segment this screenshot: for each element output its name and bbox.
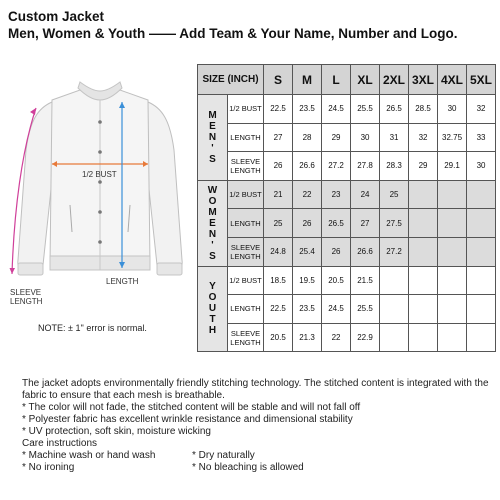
size-value-cell: 24.5 <box>322 95 351 124</box>
size-value-cell <box>409 323 438 352</box>
size-value-cell: 26.6 <box>351 237 380 266</box>
size-value-cell <box>380 266 409 295</box>
group-letter: O <box>208 292 217 304</box>
size-value-cell: 27 <box>351 209 380 238</box>
size-row-youth <box>198 323 496 352</box>
care-list <box>22 450 492 474</box>
length-label: LENGTH <box>106 277 139 286</box>
size-corner-cell: SIZE (INCH) <box>198 65 264 95</box>
size-table <box>197 64 496 352</box>
group-letter: ' <box>211 239 214 251</box>
care-item: * No bleaching is allowed <box>192 462 304 473</box>
size-table-body <box>198 95 496 352</box>
group-letter: M <box>208 109 217 121</box>
size-row-youth <box>198 295 496 324</box>
size-value-cell: 21.3 <box>293 323 322 352</box>
jacket-button <box>98 240 102 244</box>
size-value-cell <box>409 237 438 266</box>
size-value-cell: 26 <box>264 152 293 181</box>
group-letter: S <box>209 153 216 165</box>
size-value-cell: 22 <box>293 180 322 209</box>
jacket-illustration <box>0 60 200 360</box>
care-item: * No ironing <box>22 462 75 473</box>
size-value-cell: 22.9 <box>351 323 380 352</box>
size-value-cell <box>409 266 438 295</box>
size-value-cell <box>409 209 438 238</box>
size-row-womens <box>198 237 496 266</box>
group-letter: M <box>208 206 217 218</box>
size-value-cell: 22 <box>322 323 351 352</box>
size-value-cell: 29.1 <box>438 152 467 181</box>
size-value-cell: 19.5 <box>293 266 322 295</box>
size-value-cell: 25.5 <box>351 295 380 324</box>
size-value-cell: 21.5 <box>351 266 380 295</box>
size-header-xl: XL <box>351 65 380 95</box>
size-row-mens <box>198 152 496 181</box>
jacket-button <box>98 150 102 154</box>
measure-label: SLEEVE LENGTH <box>228 323 264 352</box>
bust-label: 1/2 BUST <box>82 170 117 179</box>
measure-label: LENGTH <box>228 295 264 324</box>
care-item: * Dry naturally <box>192 450 255 461</box>
size-row-mens <box>198 123 496 152</box>
size-row-womens <box>198 209 496 238</box>
group-letter: O <box>208 195 217 207</box>
size-value-cell <box>467 266 496 295</box>
size-value-cell: 30 <box>467 152 496 181</box>
size-header-4xl: 4XL <box>438 65 467 95</box>
group-letter: N <box>208 131 217 143</box>
measure-label: 1/2 BUST <box>228 180 264 209</box>
sleeve-arrow-head-bottom <box>10 268 16 274</box>
size-value-cell <box>467 295 496 324</box>
size-value-cell: 26 <box>293 209 322 238</box>
group-letter: N <box>208 228 217 240</box>
size-value-cell: 21 <box>264 180 293 209</box>
size-value-cell <box>438 295 467 324</box>
group-letter: W <box>207 184 218 196</box>
measure-label: SLEEVE LENGTH <box>228 237 264 266</box>
size-value-cell: 25.4 <box>293 237 322 266</box>
sleeve-label-line1: SLEEVE <box>10 288 42 297</box>
size-value-cell: 32 <box>467 95 496 124</box>
size-header-l: L <box>322 65 351 95</box>
size-value-cell: 22.5 <box>264 95 293 124</box>
size-value-cell: 25 <box>380 180 409 209</box>
size-value-cell: 24.8 <box>264 237 293 266</box>
size-value-cell: 32 <box>409 123 438 152</box>
size-value-cell: 20.5 <box>322 266 351 295</box>
size-value-cell: 31 <box>380 123 409 152</box>
group-letter: S <box>209 250 216 262</box>
care-title: Care instructions <box>22 438 98 449</box>
right-cuff <box>157 263 182 275</box>
size-value-cell <box>438 180 467 209</box>
measure-label: 1/2 BUST <box>228 95 264 124</box>
group-label-mens <box>198 95 228 181</box>
group-label-youth <box>198 266 228 352</box>
size-value-cell: 23 <box>322 180 351 209</box>
jacket-diagram <box>0 60 200 360</box>
left-cuff <box>18 263 43 275</box>
size-header-5xl: 5XL <box>467 65 496 95</box>
size-row-mens <box>198 95 496 124</box>
size-value-cell <box>409 180 438 209</box>
size-header-row <box>198 65 496 95</box>
size-value-cell <box>467 323 496 352</box>
size-value-cell: 22.5 <box>264 295 293 324</box>
group-letter: ' <box>211 142 214 154</box>
size-value-cell <box>380 295 409 324</box>
size-value-cell: 26.5 <box>380 95 409 124</box>
size-row-womens <box>198 180 496 209</box>
size-value-cell: 24.5 <box>322 295 351 324</box>
size-value-cell: 20.5 <box>264 323 293 352</box>
size-value-cell: 28.5 <box>409 95 438 124</box>
size-header-s: S <box>264 65 293 95</box>
size-value-cell: 29 <box>409 152 438 181</box>
product-description <box>22 378 492 474</box>
right-sleeve <box>148 102 182 274</box>
description-bullet: * The color will not fade, the stitched content will be stable and will not fall off <box>22 402 361 413</box>
size-value-cell <box>380 323 409 352</box>
group-letter: E <box>209 120 216 132</box>
size-value-cell: 30 <box>351 123 380 152</box>
size-value-cell: 26 <box>322 237 351 266</box>
group-label-womens <box>198 180 228 266</box>
size-row-youth <box>198 266 496 295</box>
size-value-cell: 28 <box>293 123 322 152</box>
size-value-cell <box>409 295 438 324</box>
size-value-cell: 28.3 <box>380 152 409 181</box>
size-value-cell <box>438 237 467 266</box>
size-value-cell <box>438 209 467 238</box>
size-header-m: M <box>293 65 322 95</box>
size-value-cell: 24 <box>351 180 380 209</box>
size-header-2xl: 2XL <box>380 65 409 95</box>
size-value-cell <box>438 323 467 352</box>
size-value-cell: 25.5 <box>351 95 380 124</box>
size-value-cell: 27.8 <box>351 152 380 181</box>
group-letter: Y <box>209 281 216 293</box>
size-value-cell: 26.5 <box>322 209 351 238</box>
group-letter: H <box>208 325 217 337</box>
size-value-cell <box>467 209 496 238</box>
measure-label: LENGTH <box>228 123 264 152</box>
size-value-cell: 33 <box>467 123 496 152</box>
size-value-cell: 23.5 <box>293 295 322 324</box>
size-value-cell: 32.75 <box>438 123 467 152</box>
size-value-cell: 30 <box>438 95 467 124</box>
group-letter: E <box>209 217 216 229</box>
page-subtitle: Men, Women & Youth —— Add Team & Your Name, Number and Logo. <box>8 26 458 41</box>
size-value-cell: 27.2 <box>380 237 409 266</box>
size-value-cell: 26.6 <box>293 152 322 181</box>
size-value-cell: 27 <box>264 123 293 152</box>
size-value-cell: 27.2 <box>322 152 351 181</box>
size-value-cell: 23.5 <box>293 95 322 124</box>
size-value-cell <box>467 180 496 209</box>
jacket-button <box>98 120 102 124</box>
error-note: NOTE: ± 1'' error is normal. <box>38 323 147 333</box>
size-header-3xl: 3XL <box>409 65 438 95</box>
group-letter: T <box>209 314 216 326</box>
sleeve-arrow-head-top <box>30 108 36 115</box>
size-value-cell: 25 <box>264 209 293 238</box>
size-value-cell <box>438 266 467 295</box>
left-sleeve <box>18 102 52 274</box>
jacket-button <box>98 210 102 214</box>
group-letter: U <box>208 303 217 315</box>
measure-label: SLEEVE LENGTH <box>228 152 264 181</box>
size-value-cell <box>467 237 496 266</box>
size-value-cell: 18.5 <box>264 266 293 295</box>
description-intro: The jacket adopts environmentally friendly stitching technology. The stitched content is integrated with the fabric to ensure that each mesh is breathable. <box>22 378 489 401</box>
description-bullet: * UV protection, soft skin, moisture wicking <box>22 426 211 437</box>
size-value-cell: 27.5 <box>380 209 409 238</box>
description-bullet: * Polyester fabric has excellent wrinkle resistance and dimensional stability <box>22 414 353 425</box>
page-title: Custom Jacket <box>8 9 105 24</box>
sleeve-label-line2: LENGTH <box>10 297 43 306</box>
measure-label: 1/2 BUST <box>228 266 264 295</box>
size-value-cell: 29 <box>322 123 351 152</box>
jacket-button <box>98 180 102 184</box>
care-item: * Machine wash or hand wash <box>22 450 156 461</box>
measure-label: LENGTH <box>228 209 264 238</box>
